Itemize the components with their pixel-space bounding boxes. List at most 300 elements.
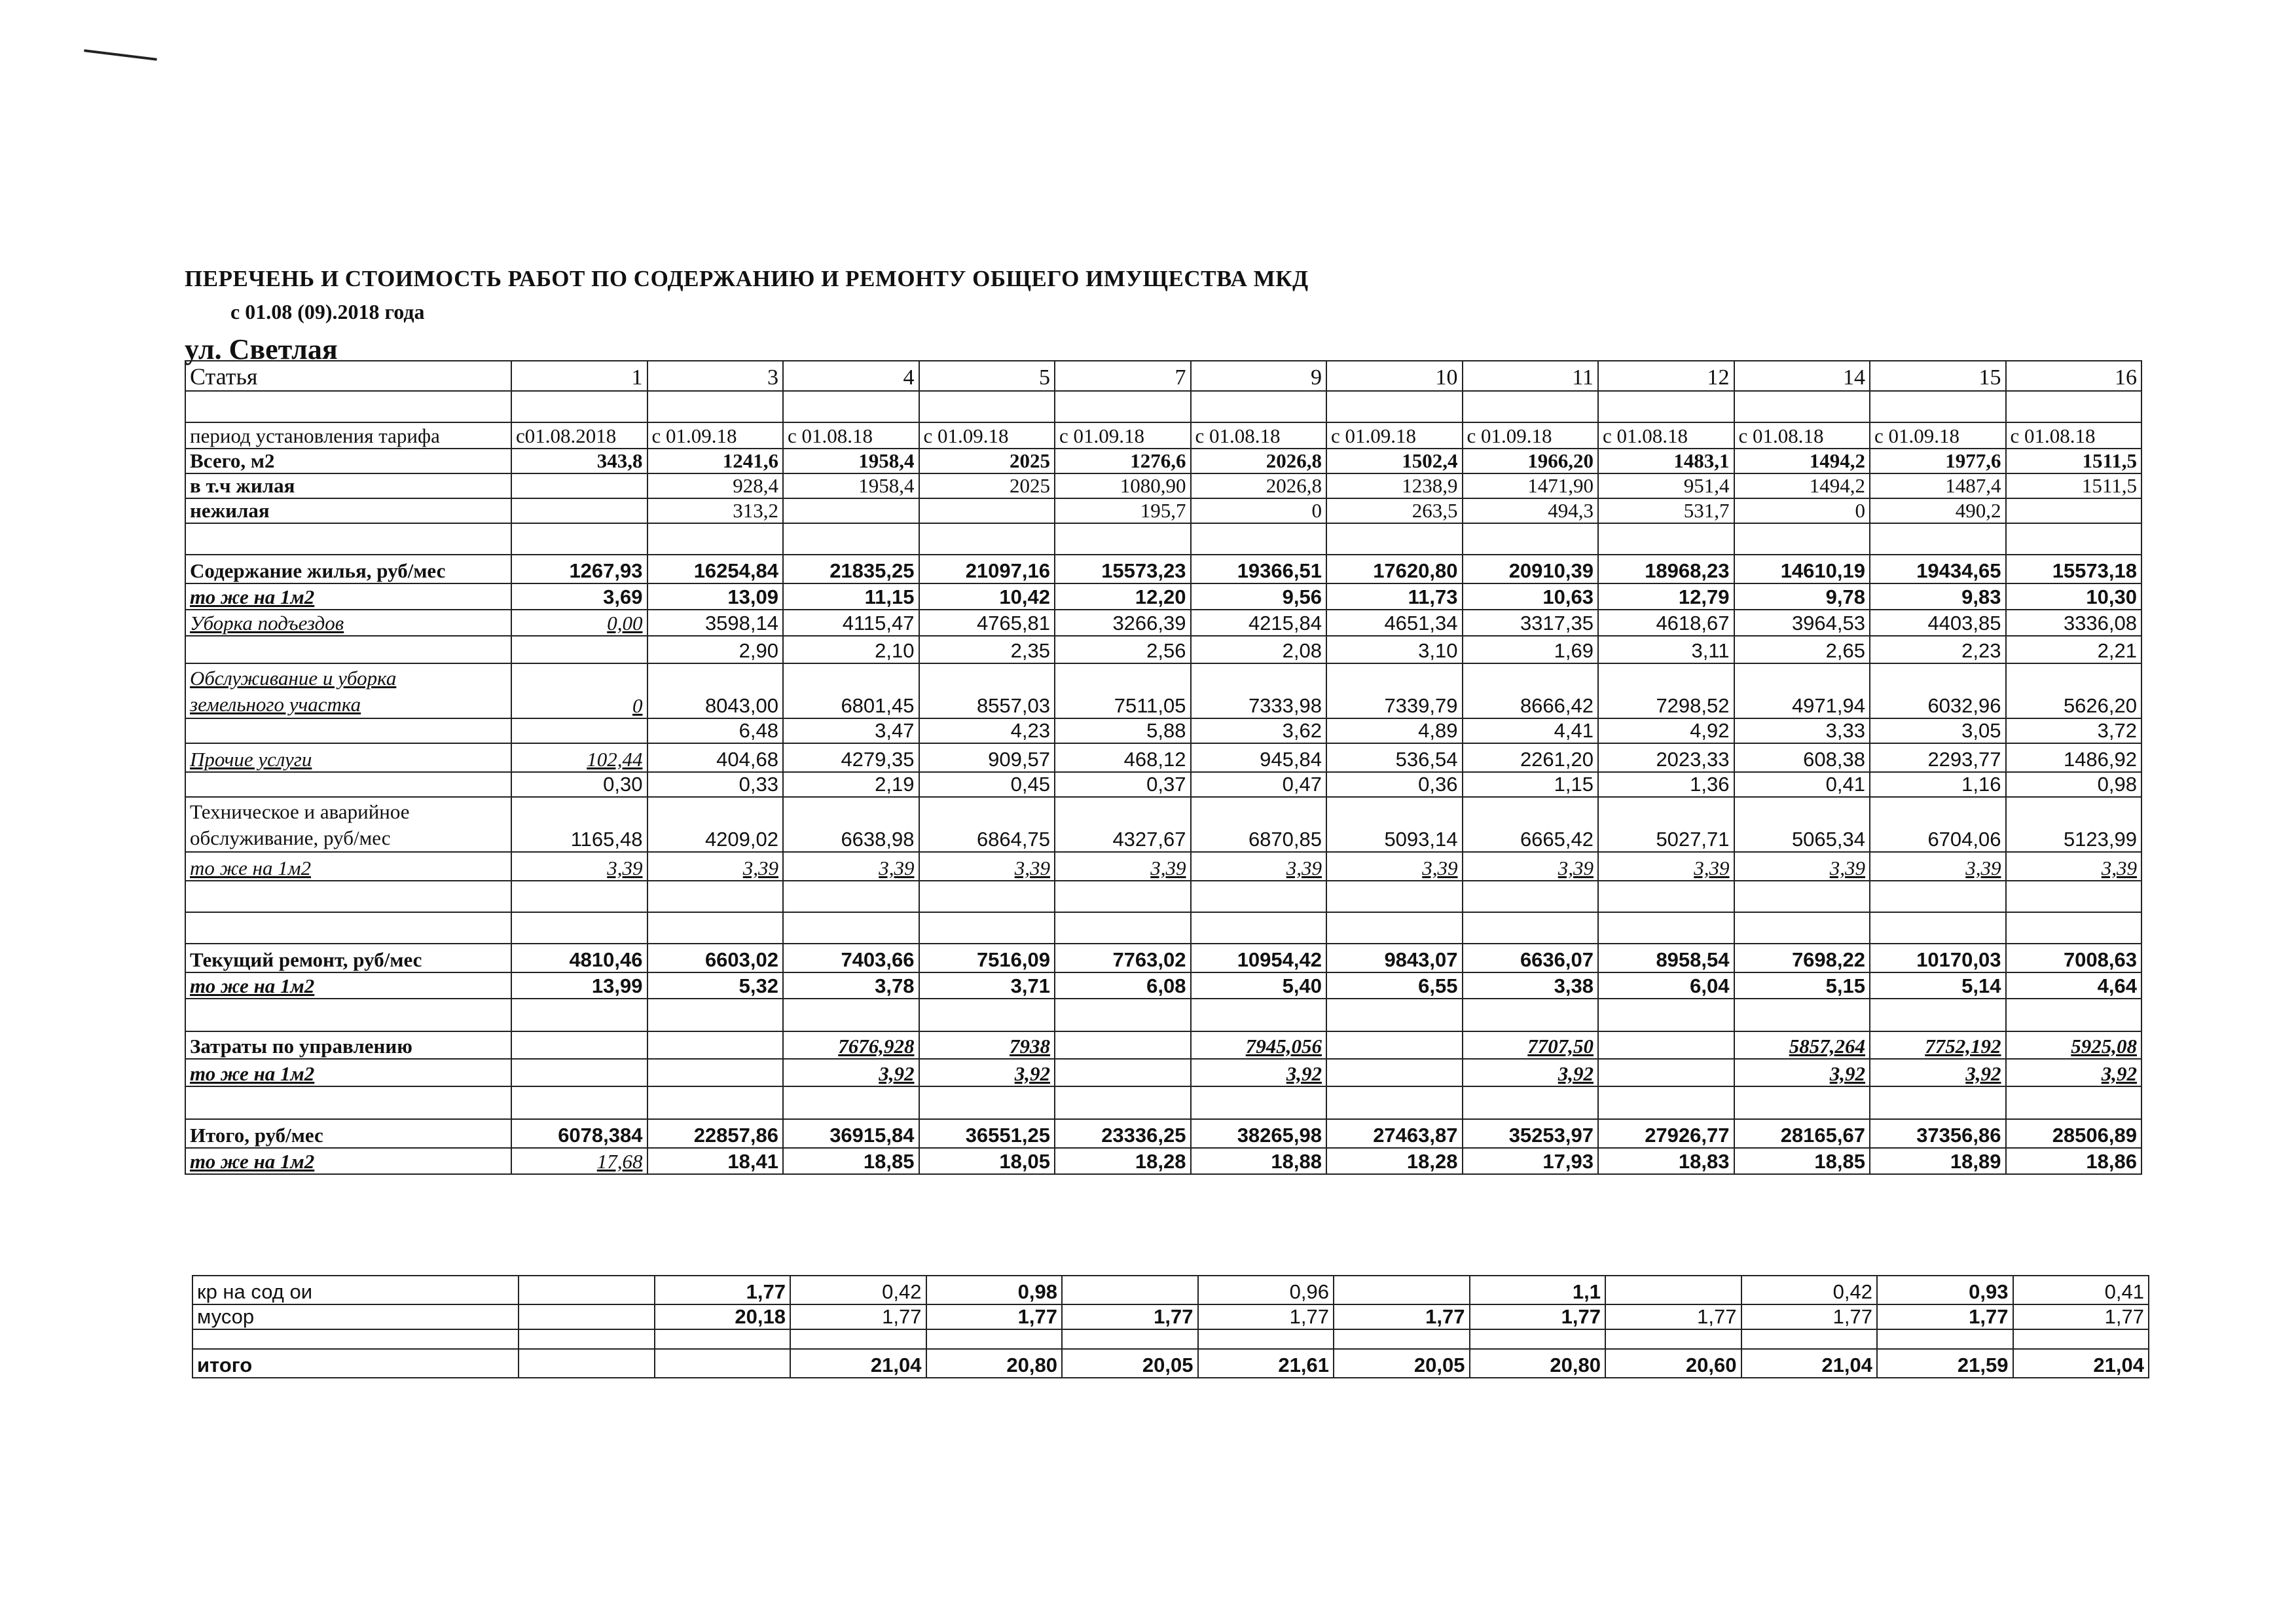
empty-cell [1055,999,1191,1031]
value-cell: 3,38 [1463,972,1599,999]
value-cell [511,636,647,663]
empty-cell [919,999,1055,1031]
value-cell: 3,78 [783,972,919,999]
empty-cell [1870,391,2006,422]
empty-cell [783,912,919,944]
value-cell: 1,77 [1198,1304,1334,1329]
table-row [185,1119,2141,1148]
value-cell: 21097,16 [919,555,1055,583]
tariff-table [185,360,2142,1175]
value-cell: с 01.09.18 [647,422,784,449]
table-row [185,555,2141,583]
value-cell: 21,04 [790,1349,926,1378]
empty-cell [1463,1086,1599,1119]
value-cell: 18,89 [1870,1148,2006,1174]
value-cell: 20,60 [1605,1349,1741,1378]
value-cell: 0,41 [2013,1276,2149,1304]
house-number-header: 16 [2006,361,2142,391]
value-cell: 18,85 [783,1148,919,1174]
empty-cell [919,523,1055,555]
empty-cell [1598,999,1734,1031]
value-cell: 1494,2 [1734,449,1870,473]
document-subtitle: с 01.08 (09).2018 года [230,300,425,323]
value-cell [511,1059,647,1086]
empty-cell [1055,391,1191,422]
value-cell [1598,1031,1734,1059]
value-cell: 18,05 [919,1148,1055,1174]
house-number-header: 12 [1598,361,1734,391]
value-cell: 3,72 [2006,718,2142,743]
value-cell: 10,30 [2006,583,2142,610]
empty-cell [1463,391,1599,422]
value-cell: с 01.09.18 [1870,422,2006,449]
value-cell [1326,1059,1463,1086]
value-cell: 1,15 [1463,772,1599,797]
value-cell: 6636,07 [1463,944,1599,972]
value-cell: 21,61 [1198,1349,1334,1378]
value-cell: 15573,23 [1055,555,1191,583]
table-row [185,718,2141,743]
value-cell: 4403,85 [1870,610,2006,636]
empty-cell [919,1086,1055,1119]
row-label: то же на 1м2 [185,1148,511,1174]
value-cell: 5123,99 [2006,797,2142,852]
value-cell: 3,39 [2006,852,2142,881]
table-row [185,636,2141,663]
value-cell: 8666,42 [1463,663,1599,718]
empty-cell [783,523,919,555]
value-cell: 4,64 [2006,972,2142,999]
house-number-header: 15 [1870,361,2006,391]
value-cell: 1,77 [1470,1304,1606,1329]
empty-cell [1191,1086,1327,1119]
value-cell: 7707,50 [1463,1031,1599,1059]
house-number-header: 11 [1463,361,1599,391]
value-cell: 1,77 [655,1276,791,1304]
value-cell: 22857,86 [647,1119,784,1148]
empty-cell [1734,1086,1870,1119]
table-row [185,852,2141,881]
house-number-header: 1 [511,361,647,391]
value-cell: 7516,09 [919,944,1055,972]
value-cell: 7403,66 [783,944,919,972]
value-cell: 5,14 [1870,972,2006,999]
value-cell: 263,5 [1326,498,1463,523]
empty-cell [1463,881,1599,912]
value-cell: 1080,90 [1055,473,1191,498]
value-cell [1055,1031,1191,1059]
table-row [185,1031,2141,1059]
empty-cell [1734,912,1870,944]
empty-cell [1326,523,1463,555]
value-cell: 13,99 [511,972,647,999]
value-cell: 6032,96 [1870,663,2006,718]
value-cell: 3,33 [1734,718,1870,743]
row-label: то же на 1м2 [185,583,511,610]
value-cell: 1483,1 [1598,449,1734,473]
value-cell: 3,92 [1870,1059,2006,1086]
row-label [185,718,511,743]
value-cell: 2,08 [1191,636,1327,663]
value-cell: 1502,4 [1326,449,1463,473]
house-number-header: 7 [1055,361,1191,391]
value-cell: 12,79 [1598,583,1734,610]
value-cell: с 01.09.18 [1326,422,1463,449]
row-label [185,636,511,663]
value-cell: 536,54 [1326,743,1463,772]
value-cell: 1267,93 [511,555,647,583]
value-cell: 102,44 [511,743,647,772]
value-cell: 343,8 [511,449,647,473]
table-row [185,972,2141,999]
extra-row [192,1349,2149,1378]
value-cell: 2023,33 [1598,743,1734,772]
value-cell: 2,35 [919,636,1055,663]
value-cell: 17620,80 [1326,555,1463,583]
value-cell: 2,21 [2006,636,2142,663]
empty-cell [185,912,511,944]
value-cell: 20,05 [1062,1349,1198,1378]
table-row [185,498,2141,523]
value-cell: 608,38 [1734,743,1870,772]
value-cell: 6,55 [1326,972,1463,999]
value-cell: 1,77 [1741,1304,1878,1329]
table-row [185,772,2141,797]
table-row [185,610,2141,636]
value-cell: 1,77 [1877,1304,2013,1329]
empty-cell [1734,523,1870,555]
value-cell: 7339,79 [1326,663,1463,718]
value-cell: 8958,54 [1598,944,1734,972]
value-cell: 10954,42 [1191,944,1327,972]
value-cell: 7752,192 [1870,1031,2006,1059]
value-cell: 3,39 [647,852,784,881]
value-cell: 0,33 [647,772,784,797]
value-cell: 531,7 [1598,498,1734,523]
value-cell: 4810,46 [511,944,647,972]
value-cell: 1276,6 [1055,449,1191,473]
value-cell [519,1304,655,1329]
empty-cell [2006,1086,2142,1119]
value-cell: 928,4 [647,473,784,498]
value-cell: 7333,98 [1191,663,1327,718]
empty-cell [511,523,647,555]
value-cell: 404,68 [647,743,784,772]
value-cell: 36551,25 [919,1119,1055,1148]
house-number-header: 3 [647,361,784,391]
value-cell: 6864,75 [919,797,1055,852]
value-cell: 3266,39 [1055,610,1191,636]
value-cell: 17,93 [1463,1148,1599,1174]
extra-row [192,1276,2149,1304]
empty-cell [185,1086,511,1119]
empty-cell [192,1329,519,1349]
empty-cell [1463,523,1599,555]
empty-cell [1734,391,1870,422]
value-cell: 0,42 [790,1276,926,1304]
value-cell: 5027,71 [1598,797,1734,852]
value-cell: 0,93 [1877,1276,2013,1304]
value-cell: 195,7 [1055,498,1191,523]
value-cell: 5,32 [647,972,784,999]
value-cell: 5925,08 [2006,1031,2142,1059]
value-cell: 13,09 [647,583,784,610]
value-cell: 1,77 [2013,1304,2149,1329]
value-cell: 4,23 [919,718,1055,743]
empty-cell [511,1086,647,1119]
value-cell: 3,39 [783,852,919,881]
value-cell: 21,59 [1877,1349,2013,1378]
header-row [185,361,2141,391]
value-cell: 3,11 [1598,636,1734,663]
table-row [185,743,2141,772]
value-cell: 7676,928 [783,1031,919,1059]
value-cell: 18,88 [1191,1148,1327,1174]
table-row [185,583,2141,610]
empty-cell [2013,1329,2149,1349]
value-cell: 3,39 [1055,852,1191,881]
empty-cell [1191,523,1327,555]
value-cell: 38265,98 [1191,1119,1327,1148]
empty-cell [1198,1329,1334,1349]
value-cell: 37356,86 [1870,1119,2006,1148]
empty-cell [511,391,647,422]
extra-row [192,1304,2149,1329]
value-cell: 909,57 [919,743,1055,772]
value-cell [1055,1059,1191,1086]
empty-cell [1605,1329,1741,1349]
value-cell: 19434,65 [1870,555,2006,583]
value-cell: 3964,53 [1734,610,1870,636]
value-cell: 5,40 [1191,972,1327,999]
value-cell: 2025 [919,449,1055,473]
value-cell: 1,77 [790,1304,926,1329]
value-cell: 6,08 [1055,972,1191,999]
empty-cell [511,912,647,944]
value-cell: 0,47 [1191,772,1327,797]
value-cell: 9843,07 [1326,944,1463,972]
table-row [185,797,2141,852]
value-cell: 3,92 [783,1059,919,1086]
empty-cell [919,881,1055,912]
value-cell: 0,30 [511,772,647,797]
value-cell: 3,39 [1326,852,1463,881]
empty-cell [783,881,919,912]
value-cell [647,1031,784,1059]
empty-cell [1191,912,1327,944]
value-cell: 468,12 [1055,743,1191,772]
value-cell: 20,80 [926,1349,1063,1378]
value-cell: 1977,6 [1870,449,2006,473]
value-cell: 4971,94 [1734,663,1870,718]
value-cell: 7511,05 [1055,663,1191,718]
spacer-row [185,523,2141,555]
value-cell: 6603,02 [647,944,784,972]
value-cell: 1,69 [1463,636,1599,663]
value-cell: 3,71 [919,972,1055,999]
value-cell: 1,77 [1062,1304,1198,1329]
value-cell: 18,83 [1598,1148,1734,1174]
empty-cell [926,1329,1063,1349]
value-cell: 2,10 [783,636,919,663]
value-cell: 3,92 [2006,1059,2142,1086]
value-cell: 1471,90 [1463,473,1599,498]
empty-cell [511,999,647,1031]
empty-cell [185,881,511,912]
empty-cell [2006,523,2142,555]
value-cell: 27463,87 [1326,1119,1463,1148]
empty-cell [1055,912,1191,944]
house-number-header: 9 [1191,361,1327,391]
value-cell: 6704,06 [1870,797,2006,852]
empty-cell [1062,1329,1198,1349]
value-cell: 4215,84 [1191,610,1327,636]
empty-cell [1055,1086,1191,1119]
value-cell: 10,42 [919,583,1055,610]
row-label: Содержание жилья, руб/мес [185,555,511,583]
value-cell: 20,05 [1334,1349,1470,1378]
value-cell: 1165,48 [511,797,647,852]
value-cell [1334,1276,1470,1304]
empty-cell [1870,999,2006,1031]
value-cell: 28506,89 [2006,1119,2142,1148]
value-cell: 3,39 [1870,852,2006,881]
value-cell: 18,85 [1734,1148,1870,1174]
empty-cell [519,1329,655,1349]
value-cell: 18,28 [1326,1148,1463,1174]
value-cell: 4209,02 [647,797,784,852]
value-cell: 4327,67 [1055,797,1191,852]
value-cell [647,1059,784,1086]
empty-cell [1598,523,1734,555]
row-label: период установления тарифа [185,422,511,449]
value-cell: 2025 [919,473,1055,498]
value-cell: 3,39 [511,852,647,881]
value-cell: 20910,39 [1463,555,1599,583]
empty-cell [185,391,511,422]
value-cell: 0,45 [919,772,1055,797]
value-cell [783,498,919,523]
value-cell: 1958,4 [783,449,919,473]
spacer-row [185,881,2141,912]
value-cell: 11,73 [1326,583,1463,610]
empty-cell [1326,999,1463,1031]
empty-cell [919,912,1055,944]
table-row [185,422,2141,449]
row-label-line1: Техническое и аварийное [190,800,410,823]
house-number-header: 14 [1734,361,1870,391]
value-cell: 3598,14 [647,610,784,636]
house-number-header: 5 [919,361,1055,391]
value-cell: 6,04 [1598,972,1734,999]
empty-cell [511,881,647,912]
value-cell: с 01.08.18 [1598,422,1734,449]
value-cell: 1958,4 [783,473,919,498]
empty-cell [1598,391,1734,422]
value-cell: 17,68 [511,1148,647,1174]
spacer-row [185,999,2141,1031]
empty-cell [2006,881,2142,912]
value-cell: 4,89 [1326,718,1463,743]
empty-cell [1734,881,1870,912]
value-cell: 11,15 [783,583,919,610]
value-cell: 4,92 [1598,718,1734,743]
value-cell: 1511,5 [2006,449,2142,473]
value-cell: 0 [1191,498,1327,523]
value-cell: с01.08.2018 [511,422,647,449]
value-cell [919,498,1055,523]
value-cell: 3,92 [919,1059,1055,1086]
table-row [185,1059,2141,1086]
row-label: Уборка подъездов [185,610,511,636]
empty-cell [1326,912,1463,944]
value-cell: 5065,34 [1734,797,1870,852]
value-cell: 6801,45 [783,663,919,718]
value-cell [1062,1276,1198,1304]
value-cell: с 01.09.18 [919,422,1055,449]
table-row [185,944,2141,972]
empty-cell [1598,881,1734,912]
value-cell: 6,48 [647,718,784,743]
value-cell: 4765,81 [919,610,1055,636]
value-cell: 6638,98 [783,797,919,852]
value-cell: 6078,384 [511,1119,647,1148]
row-label: Затраты по управлению [185,1031,511,1059]
row-label: нежилая [185,498,511,523]
value-cell: 9,78 [1734,583,1870,610]
spacer-row [192,1329,2149,1349]
empty-cell [1734,999,1870,1031]
value-cell: 5857,264 [1734,1031,1870,1059]
value-cell: 0,41 [1734,772,1870,797]
value-cell: 0 [1734,498,1870,523]
spacer-row [185,1086,2141,1119]
value-cell: 1511,5 [2006,473,2142,498]
empty-cell [647,1086,784,1119]
value-cell: 1,1 [1470,1276,1606,1304]
value-cell: 21835,25 [783,555,919,583]
value-cell: 18,28 [1055,1148,1191,1174]
value-cell: 0 [511,663,647,718]
value-cell: 1,36 [1598,772,1734,797]
value-cell: 10,63 [1463,583,1599,610]
empty-cell [647,391,784,422]
value-cell: с 01.08.18 [1734,422,1870,449]
value-cell: 0,36 [1326,772,1463,797]
empty-cell [1741,1329,1878,1349]
empty-cell [1470,1329,1606,1349]
row-label-line1: Обслуживание и уборка [190,667,397,690]
value-cell: 5093,14 [1326,797,1463,852]
value-cell: 4115,47 [783,610,919,636]
value-cell: 7945,056 [1191,1031,1327,1059]
empty-cell [783,1086,919,1119]
row-label: то же на 1м2 [185,852,511,881]
empty-cell [655,1329,791,1349]
value-cell: 3,39 [1734,852,1870,881]
value-cell: с 01.08.18 [2006,422,2142,449]
value-cell: с 01.09.18 [1055,422,1191,449]
document-title: ПЕРЕЧЕНЬ И СТОИМОСТЬ РАБОТ ПО СОДЕРЖАНИЮ И РЕМОНТУ ОБЩЕГО ИМУЩЕСТВА МКД [185,266,1309,291]
table-row [185,1148,2141,1174]
value-cell: 23336,25 [1055,1119,1191,1148]
value-cell [1326,1031,1463,1059]
value-cell: 2,23 [1870,636,2006,663]
value-cell: 14610,19 [1734,555,1870,583]
row-label-line2: земельного участка [190,693,361,716]
value-cell: 1238,9 [1326,473,1463,498]
value-cell: 20,80 [1470,1349,1606,1378]
